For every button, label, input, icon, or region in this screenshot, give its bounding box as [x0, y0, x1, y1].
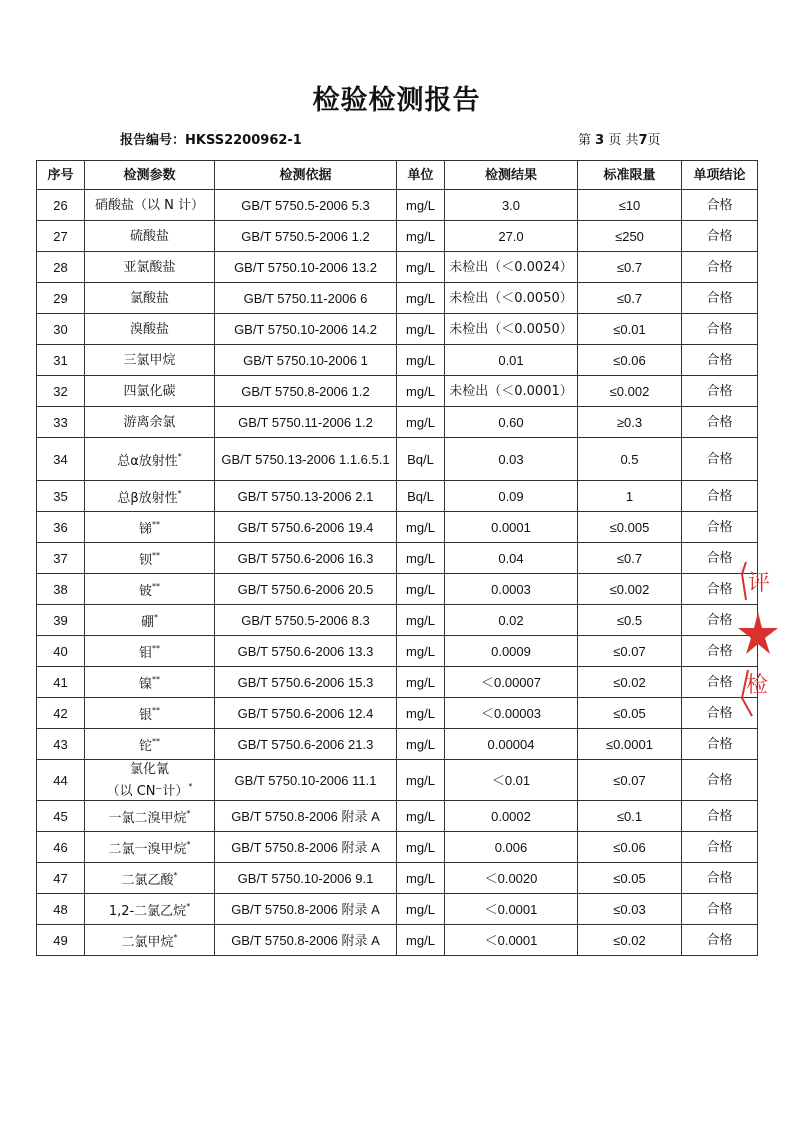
- cell-unit: mg/L: [397, 667, 445, 698]
- param-name: 游离余氯: [123, 414, 176, 430]
- cell-method: GB/T 5750.13-2006 2.1: [215, 481, 397, 512]
- cell-no: 27: [37, 221, 85, 252]
- cell-limit: ≤0.7: [578, 252, 682, 283]
- cell-limit: ≤0.07: [578, 760, 682, 801]
- cell-verdict: 合格: [682, 221, 758, 252]
- cell-result: 未检出（＜0.0024）: [445, 252, 578, 283]
- col-header-unit: 单位: [397, 161, 445, 190]
- cell-no: 33: [37, 407, 85, 438]
- cell-method: GB/T 5750.8-2006 附录 A: [215, 832, 397, 863]
- cell-unit: mg/L: [397, 636, 445, 667]
- param-name: 四氯化碳: [123, 383, 176, 399]
- cell-result: 0.0002: [445, 801, 578, 832]
- cell-verdict: 合格: [682, 801, 758, 832]
- cell-unit: mg/L: [397, 376, 445, 407]
- param-name: 锑: [138, 522, 152, 537]
- cell-result: 0.0003: [445, 574, 578, 605]
- page-number: 3: [595, 133, 605, 148]
- param-mark: *: [186, 840, 191, 849]
- cell-method: GB/T 5750.6-2006 20.5: [215, 574, 397, 605]
- cell-verdict: 合格: [682, 605, 758, 636]
- param-mark: *: [186, 809, 191, 818]
- cell-result: 未检出（＜0.0050）: [445, 314, 578, 345]
- cell-result: 0.01: [445, 345, 578, 376]
- cell-no: 46: [37, 832, 85, 863]
- cell-method: GB/T 5750.10-2006 13.2: [215, 252, 397, 283]
- table-row: [37, 863, 758, 894]
- cell-verdict: 合格: [682, 729, 758, 760]
- cell-verdict: 合格: [682, 407, 758, 438]
- param-name: 硫酸盐: [129, 228, 169, 244]
- cell-method: GB/T 5750.13-2006 1.1.6.5.1: [215, 438, 397, 481]
- cell-limit: ≤0.05: [578, 863, 682, 894]
- param-name: 硝酸盐（以 N 计）: [95, 197, 204, 213]
- cell-param: [85, 925, 215, 956]
- cell-result: 未检出（＜0.0050）: [445, 283, 578, 314]
- cell-no: 35: [37, 481, 85, 512]
- cell-unit: mg/L: [397, 345, 445, 376]
- table-row: [37, 543, 758, 574]
- cell-unit: mg/L: [397, 729, 445, 760]
- cell-result: 0.0001: [445, 512, 578, 543]
- cell-unit: mg/L: [397, 574, 445, 605]
- cell-verdict: 合格: [682, 190, 758, 221]
- cell-method: GB/T 5750.11-2006 1.2: [215, 407, 397, 438]
- cell-limit: ≤0.02: [578, 925, 682, 956]
- table-row: [37, 925, 758, 956]
- page-suffix: 页: [647, 133, 661, 148]
- param-name: 二氯乙酸: [121, 873, 174, 888]
- param-name: 1,2-二氯乙烷: [108, 904, 187, 919]
- cell-limit: ≤0.05: [578, 698, 682, 729]
- cell-param: [85, 832, 215, 863]
- cell-param: [85, 605, 215, 636]
- cell-limit: ≤0.01: [578, 314, 682, 345]
- col-header-result: 检测结果: [445, 161, 578, 190]
- cell-param: [85, 221, 215, 252]
- cell-no: 36: [37, 512, 85, 543]
- cell-limit: ≤0.0001: [578, 729, 682, 760]
- table-row: [37, 283, 758, 314]
- col-header-verdict: 单项结论: [682, 161, 758, 190]
- cell-unit: mg/L: [397, 801, 445, 832]
- cell-method: GB/T 5750.10-2006 11.1: [215, 760, 397, 801]
- cell-limit: ≤0.03: [578, 894, 682, 925]
- cell-verdict: 合格: [682, 925, 758, 956]
- cell-method: GB/T 5750.11-2006 6: [215, 283, 397, 314]
- cell-unit: mg/L: [397, 605, 445, 636]
- cell-no: 39: [37, 605, 85, 636]
- cell-no: 48: [37, 894, 85, 925]
- cell-result: ＜0.00007: [445, 667, 578, 698]
- page-mid: 页 共: [608, 133, 639, 148]
- cell-verdict: 合格: [682, 832, 758, 863]
- cell-unit: mg/L: [397, 698, 445, 729]
- table-row: [37, 407, 758, 438]
- cell-param: [85, 376, 215, 407]
- param-name: 硼: [140, 615, 154, 630]
- cell-verdict: 合格: [682, 283, 758, 314]
- param-mark: **: [152, 675, 160, 684]
- table-row: [37, 481, 758, 512]
- cell-unit: mg/L: [397, 832, 445, 863]
- col-header-param: 检测参数: [85, 161, 215, 190]
- cell-param: [85, 729, 215, 760]
- cell-param: [85, 863, 215, 894]
- cell-method: GB/T 5750.6-2006 15.3: [215, 667, 397, 698]
- cell-method: GB/T 5750.6-2006 16.3: [215, 543, 397, 574]
- cell-method: GB/T 5750.10-2006 9.1: [215, 863, 397, 894]
- param-mark: **: [152, 520, 160, 529]
- cell-result: 未检出（＜0.0001）: [445, 376, 578, 407]
- cell-param: [85, 698, 215, 729]
- table-row: [37, 252, 758, 283]
- page-total: 7: [638, 133, 648, 148]
- page-indicator: [578, 129, 661, 148]
- cell-unit: mg/L: [397, 221, 445, 252]
- param-mark: *: [186, 902, 191, 911]
- param-name-line2: （以 CN⁻计）: [106, 783, 189, 799]
- param-name: 一氯二溴甲烷: [108, 811, 187, 826]
- cell-method: GB/T 5750.6-2006 12.4: [215, 698, 397, 729]
- cell-limit: ≤250: [578, 221, 682, 252]
- cell-method: GB/T 5750.5-2006 1.2: [215, 221, 397, 252]
- cell-param: [85, 801, 215, 832]
- cell-param: [85, 760, 215, 801]
- cell-unit: mg/L: [397, 252, 445, 283]
- cell-no: 38: [37, 574, 85, 605]
- param-name: 钡: [138, 553, 152, 568]
- cell-result: 0.03: [445, 438, 578, 481]
- param-mark: *: [173, 871, 178, 880]
- cell-verdict: 合格: [682, 543, 758, 574]
- table-row: [37, 667, 758, 698]
- cell-limit: ≥0.3: [578, 407, 682, 438]
- cell-no: 32: [37, 376, 85, 407]
- table-row: [37, 894, 758, 925]
- cell-limit: ≤0.1: [578, 801, 682, 832]
- cell-result: 0.02: [445, 605, 578, 636]
- cell-limit: ≤0.002: [578, 574, 682, 605]
- cell-param: [85, 407, 215, 438]
- param-name: 钼: [138, 646, 152, 661]
- table-row: [37, 314, 758, 345]
- cell-no: 47: [37, 863, 85, 894]
- cell-param: [85, 345, 215, 376]
- table-row: [37, 512, 758, 543]
- cell-param: [85, 636, 215, 667]
- cell-unit: Bq/L: [397, 481, 445, 512]
- param-name: 氯化氰: [129, 761, 169, 777]
- cell-method: GB/T 5750.6-2006 19.4: [215, 512, 397, 543]
- param-mark: *: [177, 452, 182, 461]
- cell-method: GB/T 5750.5-2006 5.3: [215, 190, 397, 221]
- stamp-star-icon: [738, 612, 778, 654]
- cell-verdict: 合格: [682, 760, 758, 801]
- cell-verdict: 合格: [682, 438, 758, 481]
- cell-unit: mg/L: [397, 925, 445, 956]
- cell-method: GB/T 5750.8-2006 附录 A: [215, 925, 397, 956]
- param-name: 溴酸盐: [129, 321, 169, 337]
- table-row: [37, 190, 758, 221]
- cell-param: [85, 283, 215, 314]
- cell-result: ＜0.01: [445, 760, 578, 801]
- table-row: [37, 345, 758, 376]
- table-row: [37, 760, 758, 801]
- cell-param: [85, 252, 215, 283]
- cell-limit: ≤0.5: [578, 605, 682, 636]
- param-mark: **: [152, 582, 160, 591]
- red-seal-stamp: [738, 560, 793, 720]
- report-number: 报告编号：HKSS2200962-1: [120, 133, 302, 148]
- cell-verdict: 合格: [682, 863, 758, 894]
- cell-method: GB/T 5750.8-2006 附录 A: [215, 894, 397, 925]
- cell-param: [85, 190, 215, 221]
- cell-limit: 0.5: [578, 438, 682, 481]
- cell-limit: ≤0.07: [578, 636, 682, 667]
- cell-no: 37: [37, 543, 85, 574]
- param-name: 总α放射性: [117, 454, 178, 469]
- cell-verdict: 合格: [682, 512, 758, 543]
- cell-no: 30: [37, 314, 85, 345]
- cell-unit: mg/L: [397, 894, 445, 925]
- cell-verdict: 合格: [682, 894, 758, 925]
- param-mark: *: [188, 781, 193, 791]
- cell-unit: mg/L: [397, 863, 445, 894]
- param-name: 铍: [138, 584, 152, 599]
- col-header-no: 序号: [37, 161, 85, 190]
- cell-result: ＜0.0001: [445, 925, 578, 956]
- cell-method: GB/T 5750.10-2006 1: [215, 345, 397, 376]
- table-row: [37, 729, 758, 760]
- cell-no: 28: [37, 252, 85, 283]
- param-mark: **: [152, 644, 160, 653]
- cell-limit: ≤0.02: [578, 667, 682, 698]
- cell-param: [85, 894, 215, 925]
- report-title: 检验检测报告: [312, 85, 481, 116]
- cell-method: GB/T 5750.10-2006 14.2: [215, 314, 397, 345]
- table-row: [37, 438, 758, 481]
- param-mark: *: [173, 933, 178, 942]
- param-name: 二氯甲烷: [121, 935, 174, 950]
- param-name: 二氯一溴甲烷: [108, 842, 187, 857]
- param-name: 氯酸盐: [129, 290, 169, 306]
- cell-param: [85, 512, 215, 543]
- cell-no: 45: [37, 801, 85, 832]
- cell-unit: mg/L: [397, 314, 445, 345]
- cell-unit: mg/L: [397, 190, 445, 221]
- cell-limit: ≤0.7: [578, 283, 682, 314]
- col-header-method: 检测依据: [215, 161, 397, 190]
- cell-no: 34: [37, 438, 85, 481]
- cell-limit: ≤0.002: [578, 376, 682, 407]
- cell-verdict: 合格: [682, 636, 758, 667]
- page-prefix: 第: [578, 133, 592, 148]
- cell-unit: mg/L: [397, 760, 445, 801]
- cell-limit: 1: [578, 481, 682, 512]
- cell-verdict: 合格: [682, 698, 758, 729]
- cell-verdict: 合格: [682, 314, 758, 345]
- cell-unit: mg/L: [397, 543, 445, 574]
- cell-unit: mg/L: [397, 283, 445, 314]
- cell-result: 0.006: [445, 832, 578, 863]
- cell-param: [85, 574, 215, 605]
- cell-result: 3.0: [445, 190, 578, 221]
- cell-param: [85, 481, 215, 512]
- table-row: [37, 698, 758, 729]
- param-mark: **: [152, 737, 160, 746]
- cell-result: 0.09: [445, 481, 578, 512]
- cell-verdict: 合格: [682, 252, 758, 283]
- cell-result: ＜0.0001: [445, 894, 578, 925]
- cell-param: [85, 667, 215, 698]
- cell-no: 31: [37, 345, 85, 376]
- cell-limit: ≤10: [578, 190, 682, 221]
- param-name: 三氯甲烷: [123, 352, 176, 368]
- table-row: [37, 376, 758, 407]
- table-row: [37, 574, 758, 605]
- cell-method: GB/T 5750.5-2006 8.3: [215, 605, 397, 636]
- cell-result: 0.60: [445, 407, 578, 438]
- cell-result: ＜0.0020: [445, 863, 578, 894]
- param-mark: *: [154, 613, 158, 622]
- cell-verdict: 合格: [682, 667, 758, 698]
- cell-limit: ≤0.06: [578, 832, 682, 863]
- cell-no: 43: [37, 729, 85, 760]
- table-row: [37, 605, 758, 636]
- cell-result: 27.0: [445, 221, 578, 252]
- cell-no: 42: [37, 698, 85, 729]
- cell-unit: mg/L: [397, 407, 445, 438]
- cell-no: 41: [37, 667, 85, 698]
- cell-verdict: 合格: [682, 376, 758, 407]
- cell-limit: ≤0.7: [578, 543, 682, 574]
- table-row: [37, 221, 758, 252]
- cell-result: 0.0009: [445, 636, 578, 667]
- stamp-char-2: 检: [746, 673, 769, 698]
- cell-method: GB/T 5750.8-2006 附录 A: [215, 801, 397, 832]
- cell-param: [85, 438, 215, 481]
- param-mark: **: [152, 706, 160, 715]
- cell-method: GB/T 5750.6-2006 13.3: [215, 636, 397, 667]
- param-mark: **: [152, 551, 160, 560]
- cell-unit: Bq/L: [397, 438, 445, 481]
- results-table: [36, 160, 758, 956]
- cell-verdict: 合格: [682, 481, 758, 512]
- param-name: 亚氯酸盐: [123, 259, 176, 275]
- cell-limit: ≤0.06: [578, 345, 682, 376]
- cell-no: 44: [37, 760, 85, 801]
- table-row: [37, 801, 758, 832]
- table-row: [37, 832, 758, 863]
- cell-unit: mg/L: [397, 512, 445, 543]
- cell-result: 0.00004: [445, 729, 578, 760]
- cell-method: GB/T 5750.8-2006 1.2: [215, 376, 397, 407]
- cell-result: 0.04: [445, 543, 578, 574]
- param-name: 镍: [138, 677, 152, 692]
- cell-no: 26: [37, 190, 85, 221]
- cell-verdict: 合格: [682, 574, 758, 605]
- param-name: 总β放射性: [117, 491, 178, 506]
- cell-no: 40: [37, 636, 85, 667]
- cell-limit: ≤0.005: [578, 512, 682, 543]
- cell-verdict: 合格: [682, 345, 758, 376]
- cell-result: ＜0.00003: [445, 698, 578, 729]
- cell-method: GB/T 5750.6-2006 21.3: [215, 729, 397, 760]
- param-mark: *: [177, 489, 182, 498]
- param-name: 铊: [138, 739, 152, 754]
- table-row: [37, 636, 758, 667]
- cell-param: [85, 314, 215, 345]
- param-name: 银: [138, 708, 152, 723]
- cell-param: [85, 543, 215, 574]
- col-header-limit: 标准限量: [578, 161, 682, 190]
- cell-no: 29: [37, 283, 85, 314]
- cell-no: 49: [37, 925, 85, 956]
- stamp-char-1: 评: [748, 571, 771, 596]
- table-header-row: [37, 161, 758, 190]
